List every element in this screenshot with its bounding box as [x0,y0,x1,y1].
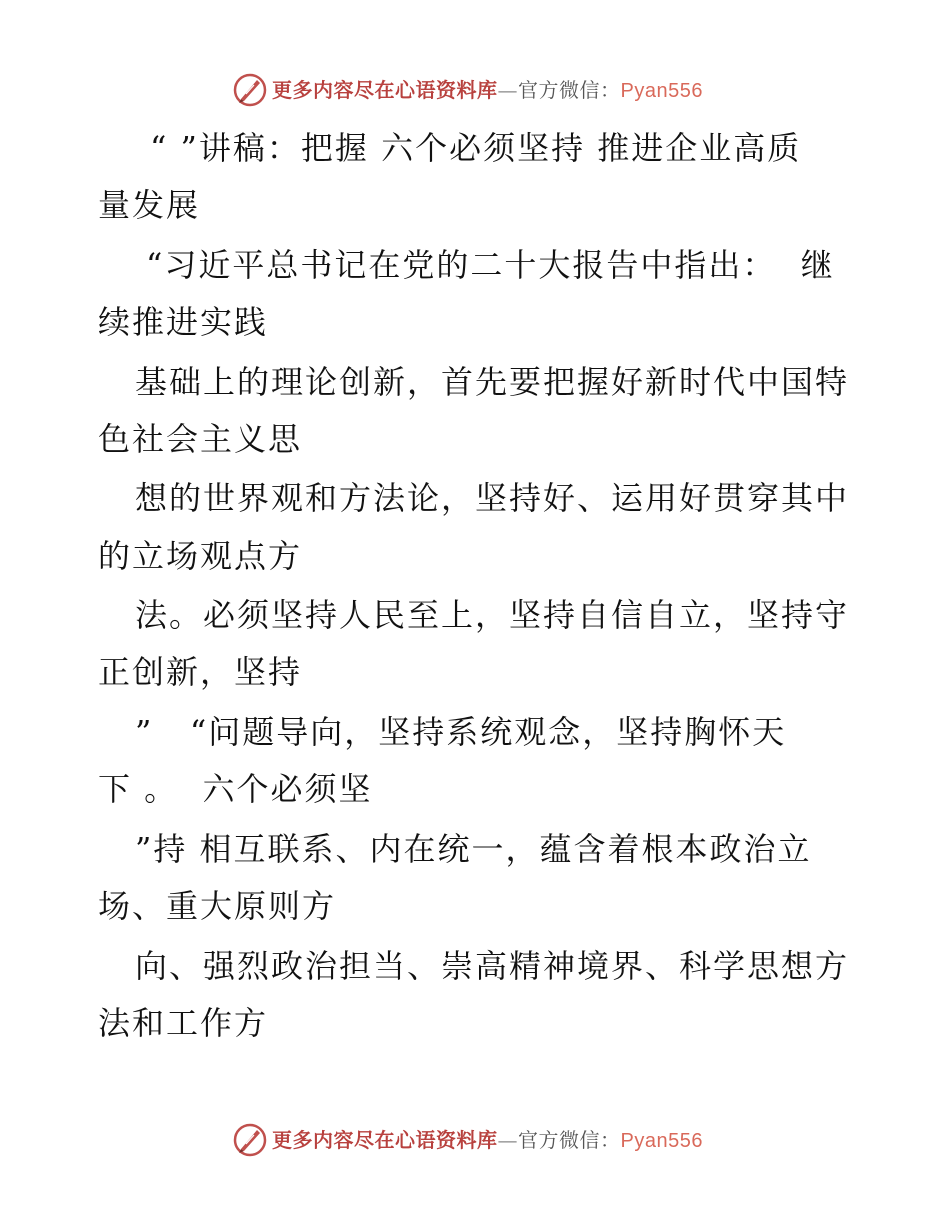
wechat-label: 官方微信： [518,1128,621,1152]
footer-watermark-banner [0,1120,950,1160]
wechat-id: Pyan556 [620,1130,703,1152]
body-line: 正创新，坚持 [98,653,303,691]
body-line: “习近平总书记在党的二十大报告中指出： 继 [146,246,835,284]
body-line: 色社会主义思 [98,420,303,458]
body-line: 法。必须坚持人民至上，坚持自信自立，坚持守 [135,596,850,634]
quill-pen-logo-icon [232,72,268,108]
body-line: 场、重大原则方 [98,887,337,925]
library-name: 更多内容尽在心语资料库 [272,1128,498,1152]
library-name: 更多内容尽在心语资料库 [272,78,498,102]
watermark-text [272,76,703,105]
body-line: 向、强烈政治担当、崇高精神境界、科学思想方 [135,947,850,985]
body-line: ”持 相互联系、内在统一，蕴含着根本政治立 [135,830,812,868]
watermark-text [272,1126,703,1155]
wechat-id: Pyan556 [620,80,703,102]
body-line: ” “问题导向，坚持系统观念，坚持胸怀天 [135,713,787,751]
quill-pen-logo-icon [232,1122,268,1158]
wechat-label: 官方微信： [518,78,621,102]
body-line: 量发展 [98,186,201,224]
body-line: “ ”讲稿：把握 六个必须坚持 推进企业高质 [150,129,802,167]
body-line: 的立场观点方 [98,537,303,575]
separator: — [497,78,518,102]
body-line: 续推进实践 [98,303,269,341]
body-line: 法和工作方 [98,1004,269,1042]
body-line: 基础上的理论创新，首先要把握好新时代中国特 [135,363,850,401]
body-line: 想的世界观和方法论，坚持好、运用好贯穿其中 [135,479,850,517]
separator: — [497,1128,518,1152]
header-watermark-banner [0,70,950,110]
body-line: 下 。 六个必须坚 [98,770,373,808]
